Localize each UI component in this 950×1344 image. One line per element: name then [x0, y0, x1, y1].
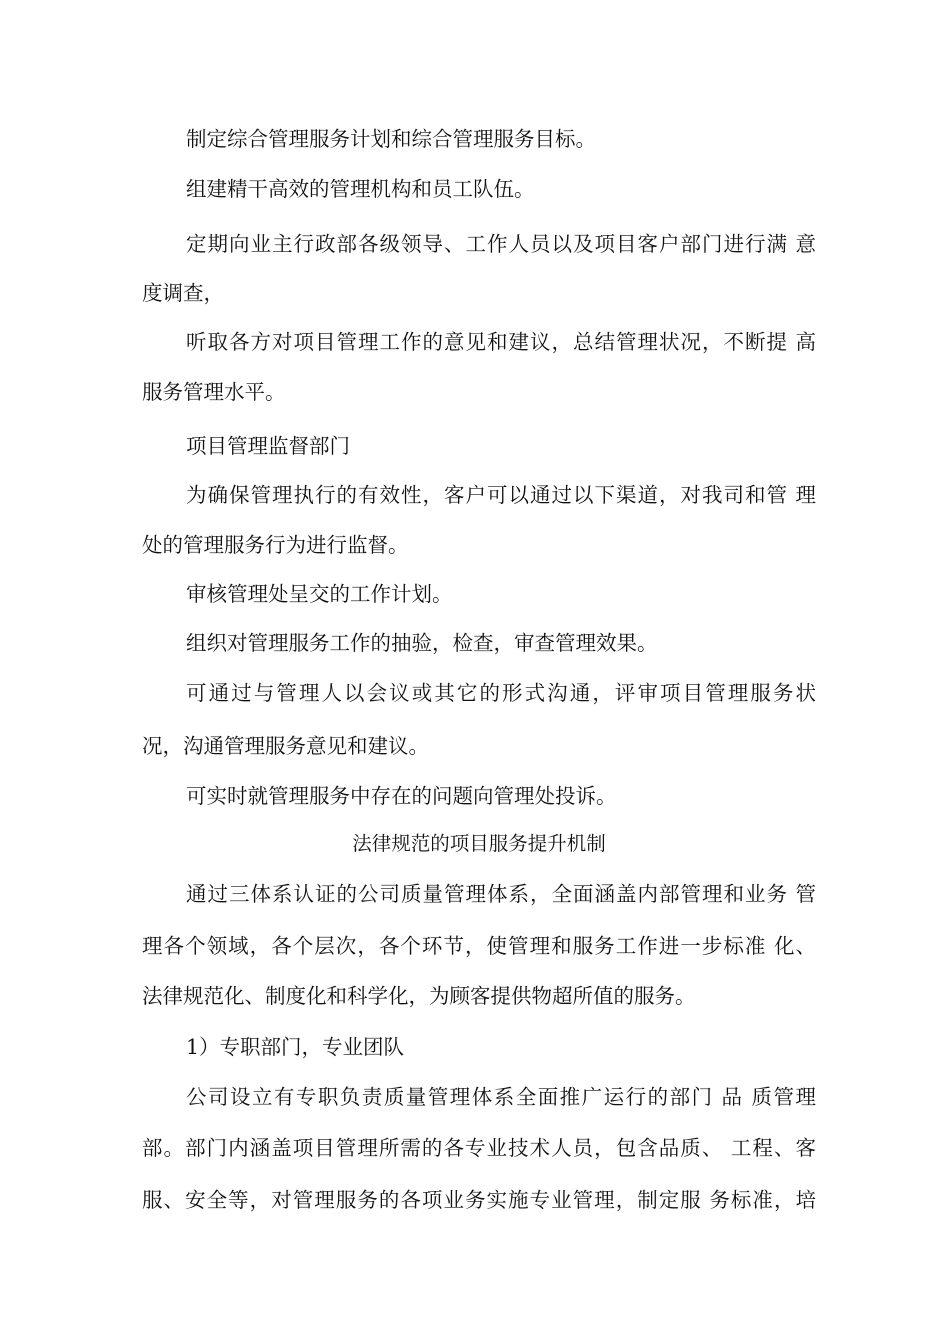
paragraph-11-line-3: 法律规范化、制度化和科学化，为顾客提供物超所值的服务。: [142, 984, 696, 1008]
paragraph-6-line-1: 为确保管理执行的有效性，客户可以通过以下渠道，对我司和管 理: [186, 483, 816, 507]
paragraph-11-line-1: 通过三体系认证的公司质量管理体系，全面涵盖内部管理和业务 管: [186, 882, 816, 906]
paragraph-13-line-2: 部。部门内涵盖项目管理所需的各专业技术人员，包含品质、 工程、客: [142, 1136, 816, 1160]
paragraph-9-line-1: 可通过与管理人以会议或其它的形式沟通，评审项目管理服务状: [186, 681, 816, 705]
paragraph-13-line-3: 服、安全等，对管理服务的各项业务实施专业管理，制定服 务标准，培: [142, 1188, 816, 1212]
paragraph-1-line-1: 制定综合管理服务计划和综合管理服务目标。: [186, 127, 596, 151]
paragraph-5-line-1: 项目管理监督部门: [186, 434, 350, 458]
paragraph-10-line-1: 可实时就管理服务中存在的问题向管理处投诉。: [186, 784, 617, 808]
paragraph-8-line-1: 组织对管理服务工作的抽验，检查，审查管理效果。: [186, 631, 658, 655]
paragraph-11-line-2: 理各个领域，各个层次，各个环节，使管理和服务工作进一步标准 化、: [142, 934, 816, 958]
paragraph-3-line-1: 定期向业主行政部各级领导、工作人员以及项目客户部门进行满 意: [186, 232, 816, 256]
paragraph-6-line-2: 处的管理服务行为进行监督。: [142, 533, 409, 557]
paragraph-12-line-1: 1）专职部门，专业团队: [186, 1035, 405, 1059]
section-heading: 法律规范的项目服务提升机制: [352, 832, 606, 855]
paragraph-2-line-1: 组建精干高效的管理机构和员工队伍。: [186, 177, 535, 201]
paragraph-4-line-2: 服务管理水平。: [142, 380, 286, 404]
paragraph-9-line-2: 况，沟通管理服务意见和建议。: [142, 734, 429, 758]
paragraph-3-line-2: 度调查，: [142, 281, 224, 305]
paragraph-7-line-1: 审核管理处呈交的工作计划。: [186, 582, 453, 606]
paragraph-13-line-1: 公司设立有专职负责质量管理体系全面推广运行的部门 品 质管理: [186, 1085, 816, 1109]
paragraph-4-line-1: 听取各方对项目管理工作的意见和建议，总结管理状况，不断提 高: [186, 330, 816, 354]
